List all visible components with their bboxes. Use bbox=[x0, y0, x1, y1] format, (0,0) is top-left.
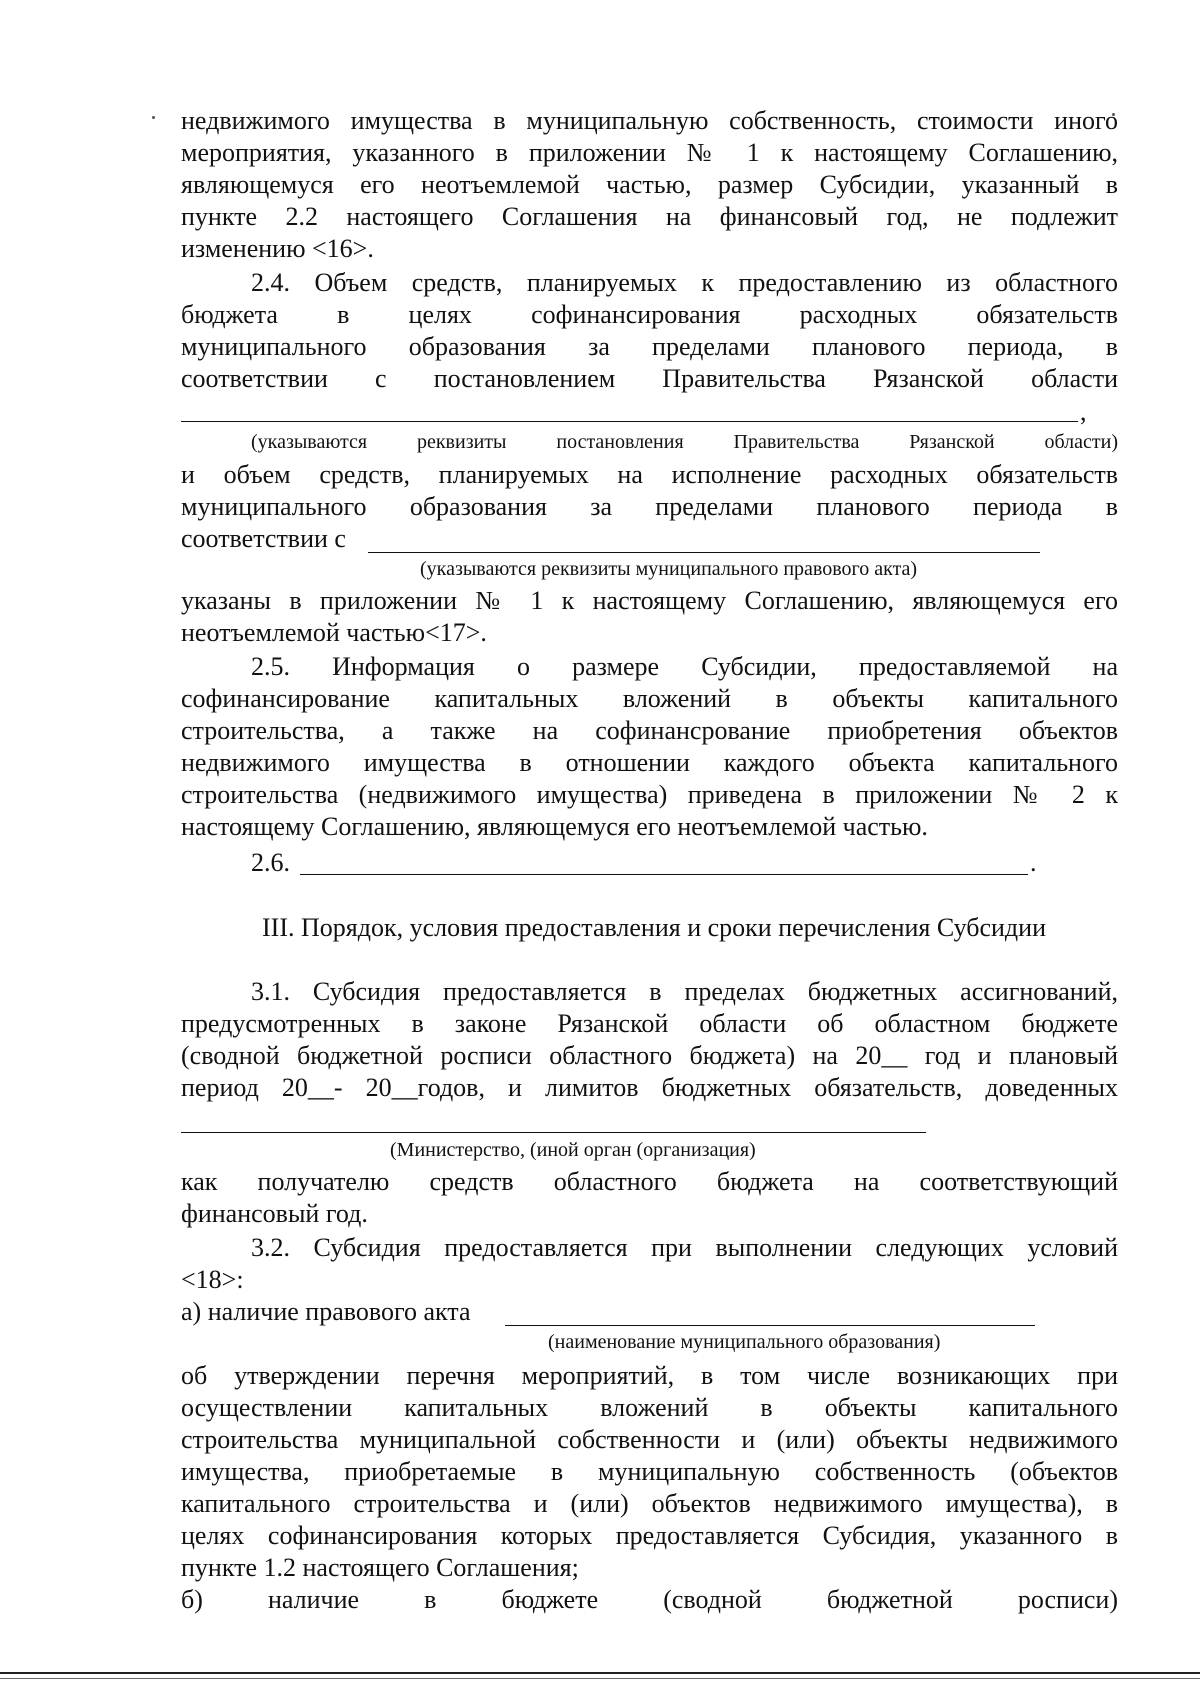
text-line: и объем средств, планируемых на исполнение расходных обязательств bbox=[181, 460, 1118, 489]
paragraph-2-4-start: 2.4. Объем средств, планируемых к предоставлению из областного bbox=[251, 268, 1118, 297]
field-caption: (наименование муниципального образования) bbox=[548, 1331, 941, 1353]
text-line: указаны в приложении № 1 к настоящему Соглашению, являющемуся его bbox=[181, 586, 1118, 615]
text-line: финансовый год. bbox=[181, 1199, 368, 1228]
text-line: пункте 2.2 настоящего Соглашения на финансовый год, не подлежит bbox=[181, 202, 1118, 231]
text-line: софинансирование капитальных вложений в объекты капитального bbox=[181, 684, 1118, 713]
text-line: настоящему Соглашению, являющемуся его неотъемлемой частью. bbox=[181, 812, 928, 841]
text-line: имущества, приобретаемые в муниципальную собственность (объектов bbox=[181, 1457, 1118, 1486]
text-line: период 20__- 20__годов, и лимитов бюджетных обязательств, доведенных bbox=[181, 1073, 1118, 1102]
text-line: недвижимого имущества в муниципальную собственность, стоимости иного bbox=[181, 106, 1118, 135]
text-line: неотъемлемой частью<17>. bbox=[181, 618, 487, 647]
text-line: <18>: bbox=[181, 1265, 244, 1294]
text-line: осуществлении капитальных вложений в объекты капитального bbox=[181, 1393, 1118, 1422]
condition-b-line: б) наличие в бюджете (сводной бюджетной росписи) bbox=[181, 1585, 1118, 1614]
text-line: недвижимого имущества в отношении каждого объекта капитального bbox=[181, 748, 1118, 777]
text-line: капитального строительства и (или) объектов недвижимого имущества), в bbox=[181, 1489, 1118, 1518]
text-line: соответствии с bbox=[181, 524, 346, 553]
text-line: являющемуся его неотъемлемой частью, размер Субсидии, указанный в bbox=[181, 170, 1118, 199]
text-line: строительства, а также на софинансрование приобретения объектов bbox=[181, 716, 1118, 745]
section-heading: III. Порядок, условия предоставления и сроки перечисления Субсидии bbox=[262, 913, 1046, 942]
fill-in-line bbox=[181, 1132, 926, 1133]
fill-in-line bbox=[505, 1325, 1035, 1326]
text-line: муниципального образования за пределами планового периода, в bbox=[181, 332, 1118, 361]
fill-in-period: . bbox=[1030, 848, 1037, 877]
text-line: бюджета в целях софинансирования расходных обязательств bbox=[181, 300, 1118, 329]
text-line: соответствии с постановлением Правительства Рязанской области bbox=[181, 364, 1118, 393]
paragraph-2-6-label: 2.6. bbox=[251, 848, 290, 877]
condition-a-label: а) наличие правового акта bbox=[181, 1297, 471, 1326]
paragraph-2-5-start: 2.5. Информация о размере Субсидии, предоставляемой на bbox=[251, 652, 1118, 681]
fill-in-comma: , bbox=[1080, 397, 1087, 426]
scan-edge-line bbox=[0, 1672, 1200, 1674]
text-line: (сводной бюджетной росписи областного бюджета) на 20__ год и плановый bbox=[181, 1041, 1118, 1070]
paragraph-3-2-start: 3.2. Субсидия предоставляется при выполнении следующих условий bbox=[251, 1233, 1118, 1262]
paragraph-3-1-start: 3.1. Субсидия предоставляется в пределах бюджетных ассигнований, bbox=[251, 977, 1118, 1006]
text-line: изменению <16>. bbox=[181, 234, 374, 263]
text-line: об утверждении перечня мероприятий, в том числе возникающих при bbox=[181, 1361, 1118, 1390]
text-line: целях софинансирования которых предоставляется Субсидия, указанного в bbox=[181, 1521, 1118, 1550]
scan-edge-line bbox=[0, 1678, 1200, 1679]
text-line: как получателю средств областного бюджета на соответствующий bbox=[181, 1167, 1118, 1196]
text-line: строительства (недвижимого имущества) приведена в приложении № 2 к bbox=[181, 780, 1118, 809]
field-caption: (указываются реквизиты постановления Правительства Рязанской области) bbox=[251, 431, 1118, 453]
field-caption: (Министерство, (иной орган (организация) bbox=[390, 1139, 756, 1161]
text-line: пункте 1.2 настоящего Соглашения; bbox=[181, 1553, 579, 1582]
text-line: мероприятия, указанного в приложении № 1 к настоящему Соглашению, bbox=[181, 138, 1118, 167]
fill-in-line bbox=[181, 421, 1078, 422]
scan-speck bbox=[152, 116, 155, 119]
text-line: предусмотренных в законе Рязанской области об областном бюджете bbox=[181, 1009, 1118, 1038]
text-line: муниципального образования за пределами планового периода в bbox=[181, 492, 1118, 521]
fill-in-line bbox=[368, 552, 1040, 553]
fill-in-line bbox=[300, 874, 1028, 875]
text-line: строительства муниципальной собственности и (или) объекты недвижимого bbox=[181, 1425, 1118, 1454]
field-caption: (указываются реквизиты муниципального правового акта) bbox=[420, 558, 918, 580]
